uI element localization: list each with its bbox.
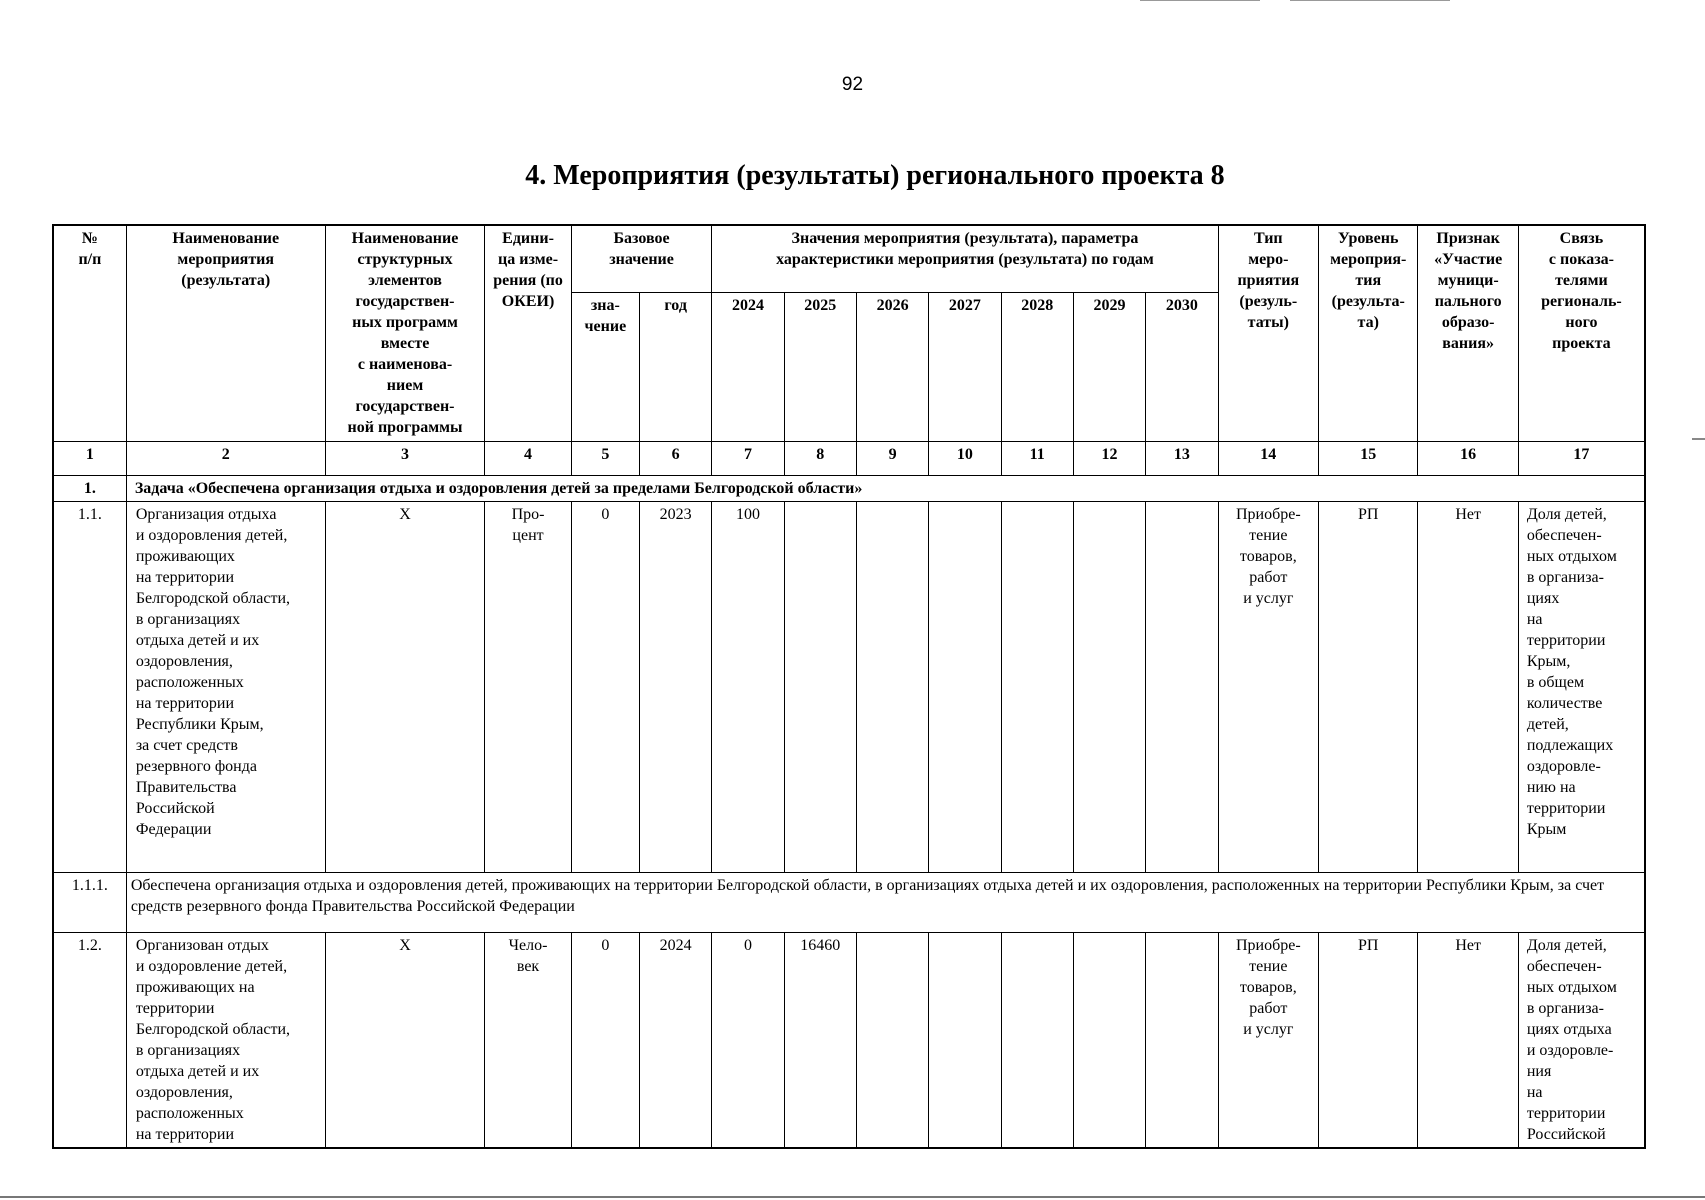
text-line: характеристики мероприятия (результата) по годам — [776, 251, 1154, 268]
text-line: тия — [1355, 272, 1382, 289]
text-line: территории — [1526, 632, 1606, 649]
header-base-year: год — [640, 293, 712, 442]
text-line: Признак — [1436, 230, 1500, 247]
header-year: 2025 — [784, 293, 856, 442]
results-table — [52, 224, 1646, 1149]
text-line: на — [1526, 1084, 1543, 1101]
subresult-number: 1.1.1. — [53, 873, 126, 933]
header-name — [126, 225, 325, 442]
text-line: проживающих на — [135, 979, 255, 996]
text-line: в организа- — [1526, 569, 1604, 586]
result-name — [126, 502, 325, 873]
text-line: Приобре- — [1235, 506, 1301, 523]
column-number: 5 — [571, 442, 639, 476]
text-line: Доля детей, — [1526, 506, 1607, 523]
text-line: ных программ — [352, 314, 458, 331]
text-line: и оздоровления детей, — [135, 527, 288, 544]
column-number: 13 — [1146, 442, 1218, 476]
table-row — [53, 502, 1645, 873]
text-line: в общем — [1526, 674, 1585, 691]
scan-artifact-bottom — [0, 1196, 1705, 1198]
text-line: работ — [1249, 569, 1288, 586]
result-type — [1218, 933, 1318, 1149]
text-line: Правительства — [135, 779, 237, 796]
text-line: отдыха детей и их — [135, 632, 260, 649]
scan-artifact-top — [1140, 0, 1260, 1]
text-line: мероприя- — [1330, 251, 1407, 268]
header-year: 2027 — [929, 293, 1001, 442]
text-line: в организациях — [135, 1042, 241, 1059]
text-line: на территории — [135, 1126, 235, 1143]
text-line: региональ- — [1541, 293, 1622, 310]
text-line: ных отдыхом — [1526, 979, 1617, 996]
text-line: ного — [1565, 314, 1598, 331]
column-number: 2 — [126, 442, 325, 476]
text-line: проживающих — [135, 548, 235, 565]
header-year: 2024 — [712, 293, 784, 442]
header-base — [571, 225, 712, 293]
subresult-text: Обеспечена организация отдыха и оздоровления детей, проживающих на территории Белгородской области, в организациях отдыха детей и их оздоровления, расположенных на территории Республики Крым, за счет средств резервного фонда Правительства Российской Федерации — [126, 873, 1645, 933]
column-number: 17 — [1518, 442, 1645, 476]
indicator-link — [1518, 502, 1645, 873]
text-line: Тип — [1253, 230, 1283, 247]
unit — [485, 933, 571, 1149]
text-line: с наименова- — [357, 356, 453, 373]
base-value: 0 — [571, 502, 639, 873]
text-line: нию на — [1526, 779, 1576, 796]
text-line: (результа- — [1331, 293, 1405, 310]
column-numbers-row — [53, 442, 1645, 476]
text-line: «Участие — [1434, 251, 1503, 268]
text-line: мероприятия — [177, 251, 275, 268]
value-2029 — [1073, 933, 1145, 1149]
value-2026 — [856, 933, 928, 1149]
value-2024: 100 — [712, 502, 784, 873]
text-line: товаров, — [1239, 548, 1297, 565]
text-line: зна- — [590, 297, 620, 314]
header-link — [1518, 225, 1645, 442]
header-base-value — [571, 293, 639, 442]
column-number: 1 — [53, 442, 126, 476]
text-line: подлежащих — [1526, 737, 1614, 754]
task-text: Задача «Обеспечена организация отдыха и оздоровления детей за пределами Белгородской области» — [126, 476, 1645, 502]
base-value: 0 — [571, 933, 639, 1149]
text-line: на территории — [135, 695, 235, 712]
column-number: 6 — [640, 442, 712, 476]
indicator-link — [1518, 933, 1645, 1149]
header-num — [53, 225, 126, 442]
text-line: циях — [1526, 590, 1560, 607]
text-line: пального — [1434, 293, 1502, 310]
header-struct — [325, 225, 485, 442]
struct-element: X — [325, 502, 485, 873]
header-unit — [485, 225, 571, 442]
header-sign — [1418, 225, 1518, 442]
text-line: ца изме- — [498, 251, 559, 268]
text-line: в организа- — [1526, 1000, 1604, 1017]
value-2028 — [1001, 933, 1073, 1149]
column-number: 3 — [325, 442, 485, 476]
text-line: расположенных — [135, 1105, 244, 1122]
scan-artifact-right — [1692, 438, 1705, 440]
text-line: та) — [1357, 314, 1379, 331]
text-line: Российской — [1526, 1126, 1606, 1143]
text-line: циях отдыха — [1526, 1021, 1612, 1038]
column-number: 10 — [929, 442, 1001, 476]
result-level: РП — [1319, 502, 1418, 873]
text-line: Едини- — [502, 230, 554, 247]
text-line: проекта — [1552, 335, 1611, 352]
text-line: Российской — [135, 800, 215, 817]
text-line: образо- — [1441, 314, 1495, 331]
text-line: на территории — [135, 569, 235, 586]
text-line: количестве — [1526, 695, 1603, 712]
value-2027 — [929, 502, 1001, 873]
text-line: оздоровления, — [135, 653, 233, 670]
text-line: Наименование — [351, 230, 459, 247]
text-line: нием — [386, 377, 424, 394]
municipal-sign: Нет — [1418, 933, 1518, 1149]
text-line: таты) — [1247, 314, 1289, 331]
text-line: Организация отдыха — [135, 506, 277, 523]
column-number: 9 — [856, 442, 928, 476]
text-line: вания» — [1442, 335, 1495, 352]
text-line: приятия — [1237, 272, 1300, 289]
text-line: государствен- — [355, 293, 455, 310]
text-line: ния — [1526, 1063, 1552, 1080]
header-row — [53, 225, 1645, 293]
task-number: 1. — [53, 476, 126, 502]
text-line: тение — [1249, 527, 1288, 544]
value-2024: 0 — [712, 933, 784, 1149]
value-2026 — [856, 502, 928, 873]
result-name — [126, 933, 325, 1149]
text-line: и оздоровление детей, — [135, 958, 288, 975]
column-number: 14 — [1218, 442, 1318, 476]
result-type — [1218, 502, 1318, 873]
text-line: в организациях — [135, 611, 241, 628]
row-number: 1.1. — [53, 502, 126, 873]
text-line: тение — [1249, 958, 1288, 975]
text-line: Чело- — [508, 937, 548, 954]
text-line: территории — [1526, 1105, 1606, 1122]
text-line: оздоровле- — [1526, 758, 1601, 775]
municipal-sign: Нет — [1418, 502, 1518, 873]
text-line: (результата) — [181, 272, 271, 289]
unit — [485, 502, 571, 873]
text-line: отдыха детей и их — [135, 1063, 260, 1080]
text-line: товаров, — [1239, 979, 1297, 996]
text-line: Крым, — [1526, 653, 1571, 670]
header-year: 2029 — [1073, 293, 1145, 442]
text-line: век — [516, 958, 540, 975]
text-line: п/п — [78, 251, 102, 268]
text-line: Значения мероприятия (результата), параметра — [791, 230, 1139, 247]
column-number: 8 — [784, 442, 856, 476]
task-row — [53, 476, 1645, 502]
text-line: Базовое — [613, 230, 670, 247]
value-2025: 16460 — [784, 933, 856, 1149]
scan-artifact-top — [1290, 0, 1450, 1]
text-line: элементов — [368, 272, 442, 289]
text-line: Белгородской области, — [135, 1021, 291, 1038]
header-values — [712, 225, 1218, 293]
text-line: муници- — [1437, 272, 1499, 289]
text-line: (резуль- — [1239, 293, 1298, 310]
header-year: 2028 — [1001, 293, 1073, 442]
header-level — [1319, 225, 1418, 442]
text-line: Доля детей, — [1526, 937, 1607, 954]
text-line: Уровень — [1338, 230, 1399, 247]
text-line: ных отдыхом — [1526, 548, 1617, 565]
text-line: ОКЕИ) — [501, 293, 555, 310]
text-line: Наименование — [172, 230, 280, 247]
result-level: РП — [1319, 933, 1418, 1149]
value-2028 — [1001, 502, 1073, 873]
text-line: значение — [609, 251, 674, 268]
value-2030 — [1146, 502, 1218, 873]
text-line: на — [1526, 611, 1543, 628]
column-number: 16 — [1418, 442, 1518, 476]
text-line: структурных — [357, 251, 453, 268]
value-2025 — [784, 502, 856, 873]
base-year: 2023 — [640, 502, 712, 873]
text-line: с показа- — [1548, 251, 1614, 268]
column-number: 15 — [1319, 442, 1418, 476]
text-line: и услуг — [1243, 1021, 1294, 1038]
text-line: и оздоровле- — [1526, 1042, 1614, 1059]
text-line: обеспечен- — [1526, 527, 1602, 544]
page-number: 92 — [841, 74, 864, 95]
text-line: территории — [1526, 800, 1606, 817]
column-number: 4 — [485, 442, 571, 476]
text-line: Организован отдых — [135, 937, 269, 954]
text-line: чение — [584, 318, 627, 335]
value-2029 — [1073, 502, 1145, 873]
text-line: работ — [1249, 1000, 1288, 1017]
row-number: 1.2. — [53, 933, 126, 1149]
text-line: государствен- — [355, 398, 455, 415]
header-year: 2030 — [1146, 293, 1218, 442]
column-number: 12 — [1073, 442, 1145, 476]
text-line: Крым — [1526, 821, 1567, 838]
page-title: 4. Мероприятия (результаты) регионального проекта 8 — [525, 160, 1225, 191]
text-line: вместе — [380, 335, 430, 352]
text-line: ной программы — [347, 419, 463, 436]
text-line: телями — [1555, 272, 1608, 289]
header-year: 2026 — [856, 293, 928, 442]
value-2030 — [1146, 933, 1218, 1149]
text-line: оздоровления, — [135, 1084, 233, 1101]
struct-element: X — [325, 933, 485, 1149]
text-line: Связь — [1559, 230, 1604, 247]
text-line: Белгородской области, — [135, 590, 291, 607]
text-line: цент — [512, 527, 544, 544]
table-row — [53, 933, 1645, 1149]
base-year: 2024 — [640, 933, 712, 1149]
text-line: резервного фонда — [135, 758, 257, 775]
header-type — [1218, 225, 1318, 442]
column-number: 7 — [712, 442, 784, 476]
text-line: расположенных — [135, 674, 244, 691]
column-number: 11 — [1001, 442, 1073, 476]
text-line: № — [81, 230, 98, 247]
text-line: Приобре- — [1235, 937, 1301, 954]
text-line: Про- — [511, 506, 545, 523]
text-line: детей, — [1526, 716, 1569, 733]
text-line: меро- — [1248, 251, 1289, 268]
subresult-row — [53, 873, 1645, 933]
text-line: Федерации — [135, 821, 212, 838]
text-line: и услуг — [1243, 590, 1294, 607]
text-line: обеспечен- — [1526, 958, 1602, 975]
text-line: рения (по — [493, 272, 563, 289]
text-line: Республики Крым, — [135, 716, 264, 733]
text-line: территории — [135, 1000, 215, 1017]
text-line: за счет средств — [135, 737, 238, 754]
value-2027 — [929, 933, 1001, 1149]
